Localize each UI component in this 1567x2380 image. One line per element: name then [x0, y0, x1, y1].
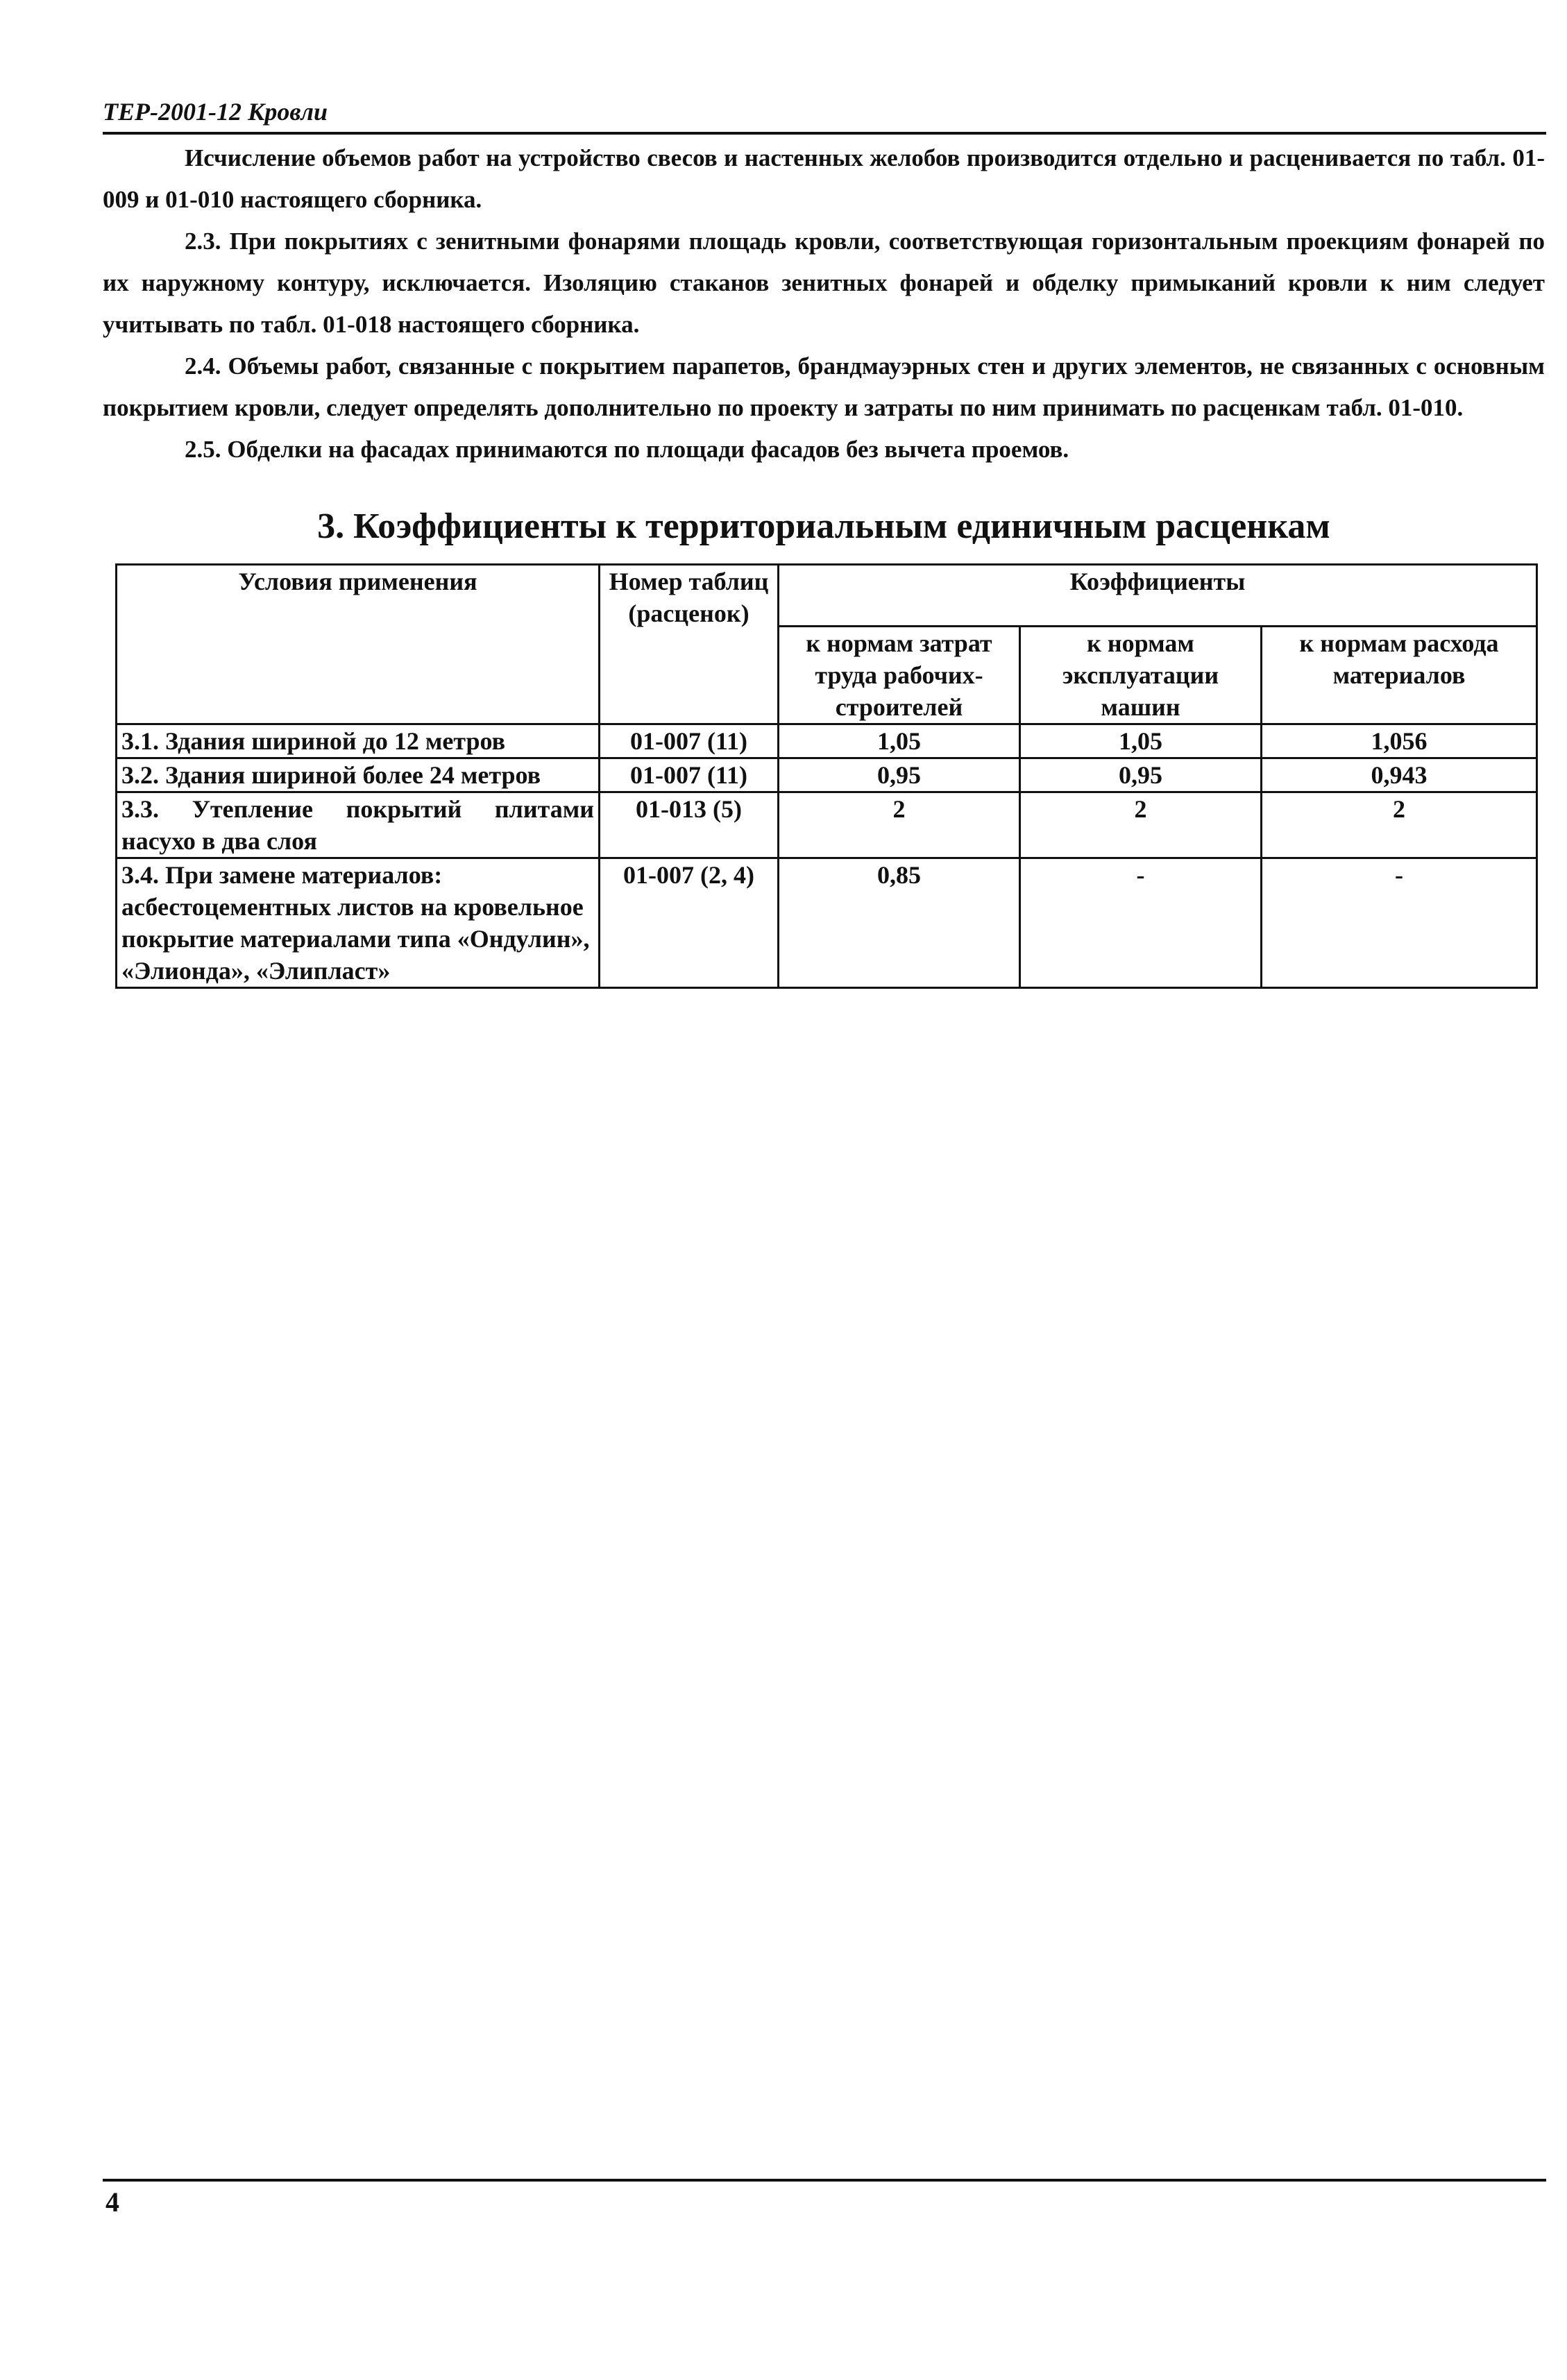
- footer-divider: [103, 2179, 1546, 2182]
- row-condition: 3.4. При замене материалов: асбестоцементных листов на кровельное покрытие материалами типа «Ондулин», «Элионда», «Элипласт»: [117, 858, 600, 988]
- table-row: [117, 792, 1537, 858]
- row-labor: 0,85: [779, 858, 1020, 988]
- paragraph: 2.4. Объемы работ, связанные с покрытием парапетов, брандмауэрных стен и других элементов, не связанных с основным покрытием кровли, следует определять дополнительно по проекту и затраты по ним принимать по расценкам табл. 01-010.: [103, 352, 1545, 421]
- table-row: [117, 858, 1537, 988]
- row-materials: 2: [1262, 792, 1537, 858]
- row-labor: 2: [779, 792, 1020, 858]
- paragraph: Исчисление объемов работ на устройство свесов и настенных желобов производится отдельно и расценивается по табл. 01-009 и 01-010 настоящего сборника.: [103, 144, 1545, 213]
- row-materials: 0,943: [1262, 758, 1537, 792]
- page-header: [103, 96, 1546, 135]
- row-number: 01-013 (5): [600, 792, 779, 858]
- row-machines: 2: [1020, 792, 1262, 858]
- row-machines: -: [1020, 858, 1262, 988]
- paragraph: 2.5. Обделки на фасадах принимаются по площади фасадов без вычета проемов.: [185, 436, 1069, 463]
- table-header-row: [117, 565, 1537, 627]
- coefficients-table: [115, 563, 1538, 989]
- section-title: 3. Коэффициенты к территориальным единичным расценкам: [317, 507, 1330, 546]
- header-labor: к нормам затрат труда рабочих-строителей: [779, 627, 1020, 724]
- page-number: 4: [105, 2186, 119, 2218]
- paragraph: 2.3. При покрытиях с зенитными фонарями площадь кровли, соответствующая горизонтальным проекциям фонарей по их наружному контуру, исключается. Изоляцию стаканов зенитных фонарей и обделку примыканий кровли к ним следует учитывать по табл. 01-018 настоящего сборника.: [103, 228, 1545, 338]
- header-conditions: Условия применения: [117, 565, 600, 724]
- row-materials: -: [1262, 858, 1537, 988]
- header-materials: к нормам расхода материалов: [1262, 627, 1537, 724]
- row-condition: 3.1. Здания шириной до 12 метров: [117, 724, 600, 758]
- row-condition: 3.2. Здания шириной более 24 метров: [117, 758, 600, 792]
- document-title: ТЕР-2001-12 Кровли: [103, 98, 328, 126]
- row-labor: 0,95: [779, 758, 1020, 792]
- row-machines: 1,05: [1020, 724, 1262, 758]
- row-number: 01-007 (2, 4): [600, 858, 779, 988]
- row-condition: 3.3. Утепление покрытий плитами насухо в два слоя: [117, 792, 600, 858]
- row-materials: 1,056: [1262, 724, 1537, 758]
- header-machines: к нормам эксплуатации машин: [1020, 627, 1262, 724]
- row-number: 01-007 (11): [600, 758, 779, 792]
- header-table-number: Номер таблиц (расценок): [600, 565, 779, 724]
- row-number: 01-007 (11): [600, 724, 779, 758]
- body-text: [103, 137, 1545, 470]
- row-machines: 0,95: [1020, 758, 1262, 792]
- table-row: [117, 724, 1537, 758]
- table-row: [117, 758, 1537, 792]
- header-coefficients: Коэффициенты: [779, 565, 1537, 627]
- row-labor: 1,05: [779, 724, 1020, 758]
